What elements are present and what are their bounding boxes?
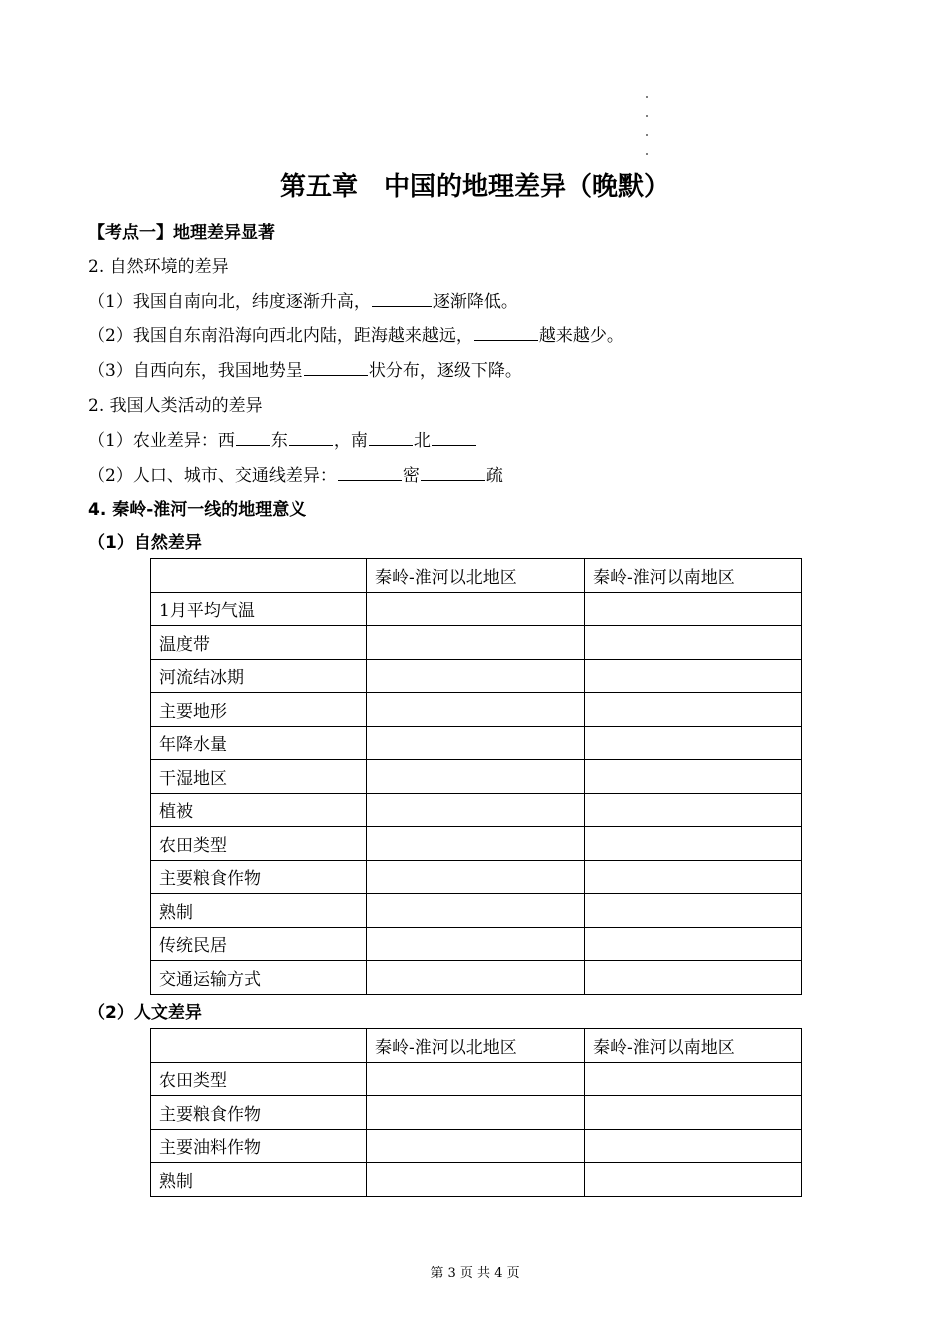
fill-blank[interactable] xyxy=(289,428,333,446)
page-footer: 第 3 页 共 4 页 xyxy=(430,1266,520,1281)
row-label: 传统民居 xyxy=(151,927,367,961)
section-heading-1: 【考点一】地理差异显著 xyxy=(88,223,275,243)
table-row xyxy=(151,726,802,760)
row-label: 主要地形 xyxy=(151,693,367,727)
header-south: 秦岭-淮河以南地区 xyxy=(585,559,802,593)
fill-blank[interactable] xyxy=(236,428,270,446)
natural-diff-table xyxy=(150,558,802,995)
answer-cell-north[interactable] xyxy=(367,961,585,995)
header-north: 秦岭-淮河以北地区 xyxy=(367,1029,585,1063)
header-south: 秦岭-淮河以南地区 xyxy=(585,1029,802,1063)
answer-cell-north[interactable] xyxy=(367,894,585,928)
answer-cell-north[interactable] xyxy=(367,726,585,760)
answer-cell-south[interactable] xyxy=(585,592,802,626)
table-row xyxy=(151,827,802,861)
answer-cell-north[interactable] xyxy=(367,793,585,827)
answer-cell-north[interactable] xyxy=(367,860,585,894)
table-row xyxy=(151,1163,802,1197)
fill-blank[interactable] xyxy=(432,428,476,446)
table-row xyxy=(151,1062,802,1096)
header-blank-cell xyxy=(151,559,367,593)
table-row xyxy=(151,1129,802,1163)
natural-diff-heading: （1）自然差异 xyxy=(88,533,202,553)
section-heading-4: 4. 秦岭-淮河一线的地理意义 xyxy=(88,500,307,520)
answer-cell-south[interactable] xyxy=(585,1129,802,1163)
row-label: 温度带 xyxy=(151,626,367,660)
answer-cell-north[interactable] xyxy=(367,1062,585,1096)
question-1: （1）我国自南向北，纬度逐渐升高， 逐渐降低。 xyxy=(88,287,518,312)
answer-cell-south[interactable] xyxy=(585,726,802,760)
question-agri: （1）农业差异：西 东 ，南 北 xyxy=(88,426,477,451)
table-row xyxy=(151,860,802,894)
row-label: 主要粮食作物 xyxy=(151,1096,367,1130)
question-pop: （2）人口、城市、交通线差异： 密 疏 xyxy=(88,461,503,486)
answer-cell-south[interactable] xyxy=(585,961,802,995)
answer-cell-north[interactable] xyxy=(367,1096,585,1130)
answer-cell-south[interactable] xyxy=(585,1096,802,1130)
answer-cell-south[interactable] xyxy=(585,659,802,693)
answer-cell-south[interactable] xyxy=(585,894,802,928)
row-label: 主要油料作物 xyxy=(151,1129,367,1163)
answer-cell-north[interactable] xyxy=(367,1129,585,1163)
row-label: 年降水量 xyxy=(151,726,367,760)
row-label: 1月平均气温 xyxy=(151,592,367,626)
answer-cell-south[interactable] xyxy=(585,793,802,827)
answer-cell-north[interactable] xyxy=(367,693,585,727)
answer-cell-north[interactable] xyxy=(367,927,585,961)
subheading-human-activity: 2. 我国人类活动的差异 xyxy=(88,396,263,416)
answer-cell-south[interactable] xyxy=(585,860,802,894)
answer-cell-south[interactable] xyxy=(585,1062,802,1096)
answer-cell-north[interactable] xyxy=(367,659,585,693)
answer-cell-south[interactable] xyxy=(585,760,802,794)
human-diff-heading: （2）人文差异 xyxy=(88,1003,202,1023)
margin-dots xyxy=(646,96,650,172)
answer-cell-north[interactable] xyxy=(367,626,585,660)
header-north: 秦岭-淮河以北地区 xyxy=(367,559,585,593)
answer-cell-north[interactable] xyxy=(367,592,585,626)
row-label: 农田类型 xyxy=(151,827,367,861)
table-row xyxy=(151,592,802,626)
table-row xyxy=(151,961,802,995)
table-row xyxy=(151,659,802,693)
answer-cell-south[interactable] xyxy=(585,827,802,861)
table-header-row xyxy=(151,559,802,593)
table-row xyxy=(151,626,802,660)
table-row xyxy=(151,693,802,727)
fill-blank[interactable] xyxy=(474,323,538,341)
row-label: 农田类型 xyxy=(151,1062,367,1096)
answer-cell-north[interactable] xyxy=(367,827,585,861)
table-row xyxy=(151,760,802,794)
fill-blank[interactable] xyxy=(338,463,402,481)
table-row xyxy=(151,793,802,827)
answer-cell-south[interactable] xyxy=(585,626,802,660)
answer-cell-south[interactable] xyxy=(585,1163,802,1197)
fill-blank[interactable] xyxy=(304,358,368,376)
table-row xyxy=(151,894,802,928)
row-label: 河流结冰期 xyxy=(151,659,367,693)
fill-blank[interactable] xyxy=(372,289,432,307)
table-row xyxy=(151,927,802,961)
header-blank-cell xyxy=(151,1029,367,1063)
answer-cell-north[interactable] xyxy=(367,1163,585,1197)
fill-blank[interactable] xyxy=(421,463,485,481)
question-3: （3）自西向东，我国地势呈 状分布，逐级下降。 xyxy=(88,356,522,381)
table-row xyxy=(151,1096,802,1130)
human-diff-table xyxy=(150,1028,802,1197)
row-label: 主要粮食作物 xyxy=(151,860,367,894)
row-label: 交通运输方式 xyxy=(151,961,367,995)
row-label: 熟制 xyxy=(151,894,367,928)
subheading-natural-env: 2. 自然环境的差异 xyxy=(88,257,229,277)
row-label: 熟制 xyxy=(151,1163,367,1197)
fill-blank[interactable] xyxy=(369,428,413,446)
answer-cell-south[interactable] xyxy=(585,927,802,961)
row-label: 植被 xyxy=(151,793,367,827)
answer-cell-north[interactable] xyxy=(367,760,585,794)
table-header-row xyxy=(151,1029,802,1063)
page-title: 第五章 中国的地理差异（晚默） xyxy=(279,172,670,202)
question-2: （2）我国自东南沿海向西北内陆，距海越来越远， 越来越少。 xyxy=(88,321,624,346)
row-label: 干湿地区 xyxy=(151,760,367,794)
answer-cell-south[interactable] xyxy=(585,693,802,727)
